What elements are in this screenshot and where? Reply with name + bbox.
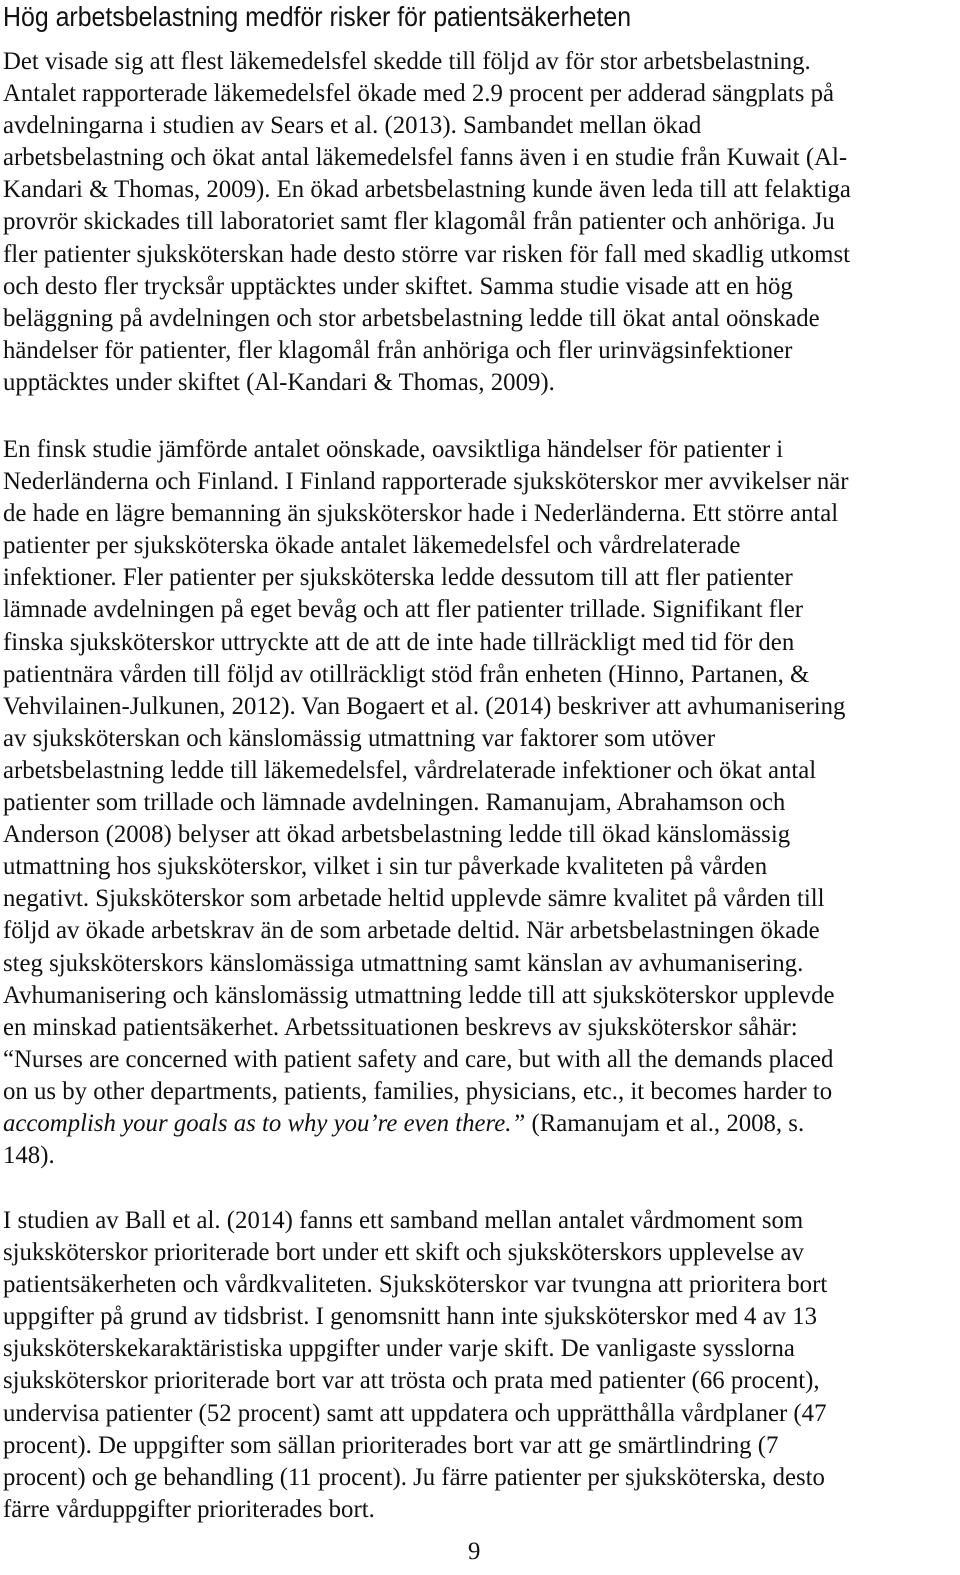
text-line: av sjuksköterskan och känslomässig utmattning var faktorer som utöver [3, 724, 716, 752]
text-line: procent). De uppgifter som sällan prioriterades bort var att ge smärtlindring (7 [3, 1431, 779, 1459]
text-line: lämnade avdelningen på eget bevåg och att fler patienter trillade. Signifikant fler [3, 596, 804, 624]
text-line: arbetsbelastning och ökat antal läkemedelsfel fanns även i en studie från Kuwait (Al- [3, 144, 848, 172]
text-line: finska sjuksköterskor uttryckte att de att de inte hade tillräckligt med tid för den [3, 628, 795, 656]
text-line: infektioner. Fler patienter per sjuksköterska ledde dessutom till att fler patienter [3, 564, 793, 592]
text-line: upptäcktes under skiftet (Al-Kandari & Thomas, 2009). [3, 368, 555, 396]
text-line: utmattning hos sjuksköterskor, vilket i sin tur påverkade kvaliteten på vården [3, 853, 768, 881]
text-line: En finsk studie jämförde antalet oönskade, oavsiktliga händelser för patienter i [3, 436, 784, 463]
text-line: steg sjuksköterskors känslomässiga utmattning samt känslan av avhumanisering. [3, 949, 804, 977]
text-line: Anderson (2008) belyser att ökad arbetsbelastning ledde till ökad känslomässig [3, 821, 791, 849]
text-line: avdelningarna i studien av Sears et al. (2013). Sambandet mellan ökad [3, 112, 702, 140]
text-line: beläggning på avdelningen och stor arbetsbelastning ledde till ökat antal oönskade [3, 304, 820, 332]
text-line: en minskad patientsäkerhet. Arbetssituationen beskrevs av sjuksköterskor såhär: [3, 1013, 798, 1041]
text-line: arbetsbelastning ledde till läkemedelsfel, vårdrelaterade infektioner och ökat antal [3, 756, 817, 784]
text-line: Det visade sig att flest läkemedelsfel skedde till följd av för stor arbetsbelastning. [3, 48, 811, 75]
quote-citation: (Ramanujam et al., 2008, s. [525, 1109, 805, 1137]
text-line: negativt. Sjuksköterskor som arbetade heltid upplevde sämre kvalitet på vården till [3, 885, 825, 913]
quote-line: on us by other departments, patients, families, physicians, etc., it becomes harder to [3, 1077, 833, 1105]
text-line: I studien av Ball et al. (2014) fanns ett samband mellan antalet vårdmoment som [3, 1207, 804, 1234]
text-line: sjuksköterskekaraktäristiska uppgifter under varje skift. De vanligaste sysslorna [3, 1335, 795, 1363]
text-line: de hade en lägre bemanning än sjuksköterskor hade i Nederländerna. Ett större antal [3, 500, 839, 528]
text-line: patientsäkerheten och vårdkvaliteten. Sjuksköterskor var tvungna att prioritera bort [3, 1271, 828, 1299]
text-line: provrör skickades till laboratoriet samt fler klagomål från patienter och anhöriga. Ju [3, 208, 835, 236]
text-line: fler patienter sjuksköterskan hade desto större var risken för fall med skadlig utkomst [3, 240, 850, 268]
quote-line: “Nurses are concerned with patient safety and care, but with all the demands placed [3, 1045, 834, 1073]
text-line: uppgifter på grund av tidsbrist. I genomsnitt hann inte sjuksköterskor med 4 av 13 [3, 1303, 818, 1331]
text-line: procent) och ge behandling (11 procent). Ju färre patienter per sjuksköterska, desto [3, 1463, 825, 1491]
text-line: Avhumanisering och känslomässig utmattning ledde till att sjuksköterskor upplevde [3, 981, 835, 1009]
text-line: Nederländerna och Finland. I Finland rapporterade sjuksköterskor mer avvikelser när [3, 468, 849, 496]
paragraph-2 [3, 434, 960, 1172]
text-line: Antalet rapporterade läkemedelsfel ökade med 2.9 procent per adderad sängplats på [3, 80, 835, 108]
text-line: färre vårduppgifter prioriterades bort. [3, 1495, 375, 1523]
text-line: följd av ökade arbetskrav än de som arbetade deltid. När arbetsbelastningen ökade [3, 917, 820, 945]
quote-italic: accomplish your goals as to why you’re even there.” [3, 1109, 526, 1137]
page-number: 9 [468, 1538, 481, 1565]
text-line: Vehvilainen-Julkunen, 2012). Van Bogaert et al. (2014) beskriver att avhumanisering [3, 692, 846, 720]
paragraph-1 [3, 46, 960, 399]
text-line: patienter per sjuksköterska ökade antalet läkemedelsfel och vårdrelaterade [3, 532, 741, 560]
text-line: patienter som trillade och lämnade avdelningen. Ramanujam, Abrahamson och [3, 789, 786, 817]
text-line: Kandari & Thomas, 2009). En ökad arbetsbelastning kunde även leda till att felaktiga [3, 176, 851, 204]
text-line: sjuksköterskor prioriterade bort var att trösta och prata med patienter (66 procent), [3, 1367, 820, 1395]
paragraph-3 [3, 1205, 960, 1526]
text-line: undervisa patienter (52 procent) samt att uppdatera och upprätthålla vårdplaner (47 [3, 1399, 827, 1427]
text-line: 148). [3, 1142, 55, 1170]
section-heading: Hög arbetsbelastning medför risker för patientsäkerheten [3, 1, 632, 32]
quote-line [3, 1108, 960, 1140]
text-line: och desto fler trycksår upptäcktes under skiftet. Samma studie visade att en hög [3, 272, 793, 300]
text-line: patientnära vården till följd av otillräckligt stöd från enheten (Hinno, Partanen, & [3, 660, 810, 688]
text-line: händelser för patienter, fler klagomål från anhöriga och fler urinvägsinfektioner [3, 336, 793, 364]
text-line: sjuksköterskor prioriterade bort under ett skift och sjuksköterskors upplevelse av [3, 1239, 804, 1267]
